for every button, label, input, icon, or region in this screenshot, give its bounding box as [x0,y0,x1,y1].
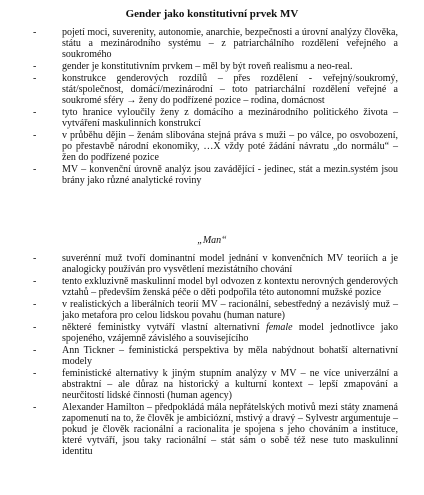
list-item-text: MV – konvenční úrovně analýz jsou zavádějící - jedinec, stát a mezin.systém jsou brány jako různé analytické roviny [62,163,398,187]
list-item-text: feministické alternativy k jiným stupním analýzy v MV – ne více univerzální a abstraktní – ale důraz na historický a kulturní kontext – lepší zmapování a neurčitostí lidské činnosti (human agency) [62,367,398,401]
bullet-dash: - [33,253,37,264]
list-item [0,253,424,275]
bullet-list-man [0,253,424,458]
list-item [0,276,424,298]
bullet-list-gender [0,27,424,187]
list-item [0,368,424,402]
bullet-dash: - [33,298,37,310]
list-item [0,345,424,367]
list-item-text: gender je konstitutivním prvkem – měl by být roveň realismu a neo-real. [62,61,353,73]
list-item-emphasis: female [265,321,293,333]
list-item [0,27,424,61]
list-item [0,61,424,72]
list-item-text: tento exkluzivně maskulinní model byl odvozen z kontextu nerovných genderových vztahů – především ženská péče o děti podpořila této autonomní mužské pozice [62,275,398,299]
bullet-dash: - [33,321,37,333]
bullet-dash: - [33,163,37,175]
list-item-text: konstrukce genderových rozdílů – přes rozdělení - veřejný/soukromý, stát/společnost, domácí/mezinárodní – toto patriarchální rozdělení veřejné a soukromé sféry → ženy do podřízené pozice – rodina, domácnost [62,72,398,107]
bullet-dash: - [33,129,37,141]
bullet-dash: - [33,72,37,84]
bullet-dash: - [33,106,37,118]
list-item [0,402,424,458]
bullet-dash: - [33,344,37,356]
bullet-dash: - [33,275,37,287]
list-item [0,107,424,129]
list-item [0,322,424,344]
list-item [0,299,424,321]
bullet-dash: - [33,367,37,379]
list-item-text: Alexander Hamilton – předpokládá mála nepřátelských motivů mezi státy znamená zapomenutí na to, že člověk je ambiciózní, mstivý a dravý – Sylvestr argumentuje – pokud je člověk racionální a racionalita je spojena s jeho chováním a instituce, které vytváří, jsou taky racionální – stát sám o sobě též nese tuto maskulinní identitu [62,401,398,458]
list-item [0,73,424,107]
list-item-text-after: model jednotlivce jako spojeného, vzájemně závislého a souvisejícího [62,321,399,344]
list-item-text: pojetí moci, suverenity, autonomie, anarchie, bezpečnosti a úrovní analýzy člověka, státu a mezinárodního systému – z patriarchálního rozdělení veřejného a soukromého [62,27,398,61]
list-item [0,164,424,186]
list-item-text: suverénní muž tvoří dominantní model jednání v konvenčních MV teoriích a je analogicky používán pro vysvětlení mezistátního chování [62,253,398,276]
list-item-text: v realistických a liberálních teorií MV – racionální, sebestředný a nezávislý muž – jako metafora pro celou lidskou povahu (human nature) [62,298,398,322]
bullet-dash: - [33,27,37,38]
page-title: Gender jako konstitutivní prvek MV [125,8,299,20]
list-item-text: tyto hranice vyloučily ženy z domácího a mezinárodního politického života – vytváření maskulinních konstrukcí [62,106,398,130]
bullet-dash: - [33,401,37,413]
list-item-text-before: některé feministky vytváří vlastní alternativní [62,321,266,333]
bullet-dash: - [33,61,37,73]
section-heading-man: „Man“ [197,235,227,246]
list-item-text: v průběhu dějin – ženám slibována stejná práva s muži – po válce, po osvobození, po přestavbě národní ekonomiky, …X vždy poté žádání návratu „do normálu“ – žen do podřízené pozice [62,129,398,164]
list-item [0,130,424,164]
list-item-text: Ann Tickner – feministická perspektiva by měla nabýdnout bohatší alternativní modely [62,344,398,367]
